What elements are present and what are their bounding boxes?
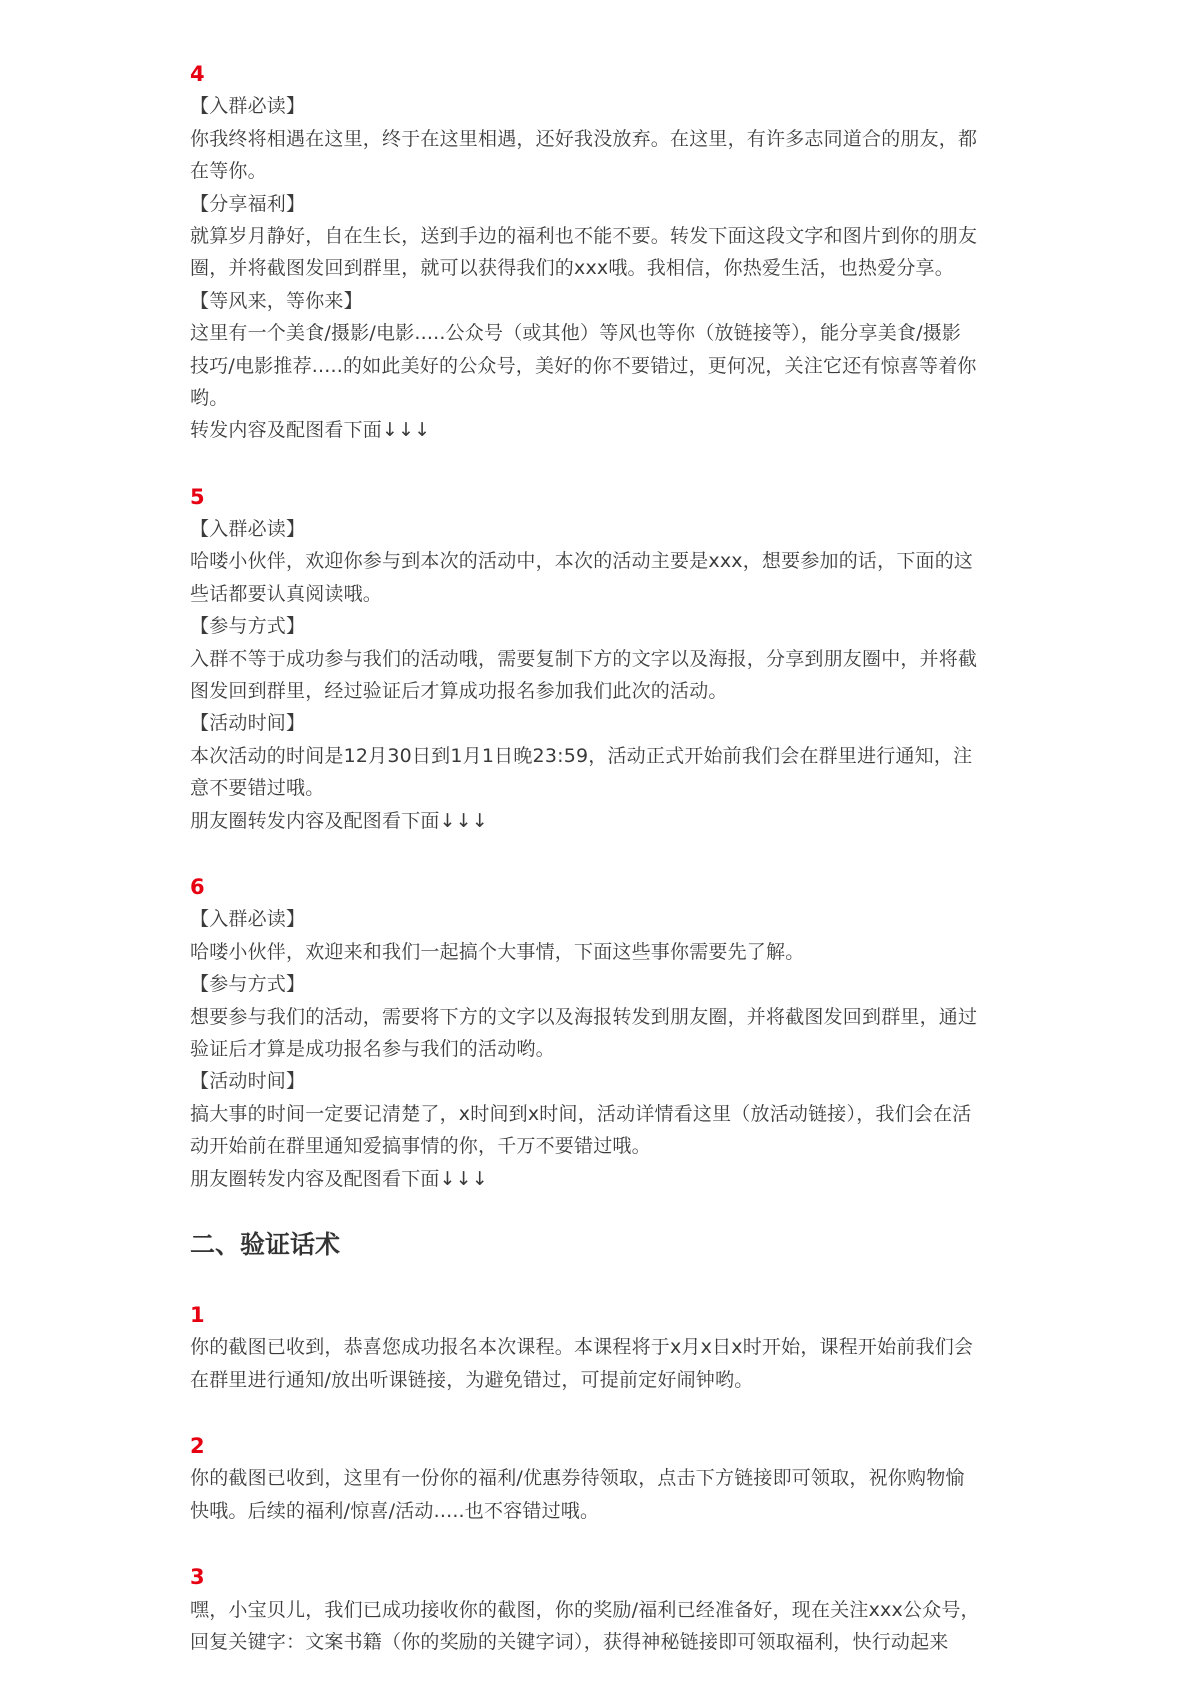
paragraph-line: 转发内容及配图看下面↓↓↓ bbox=[190, 419, 431, 442]
paragraph-line: 嘿，小宝贝儿，我们已成功接收你的截图，你的奖励/福利已经准备好，现在关注xxx公众号， bbox=[190, 1598, 980, 1621]
paragraph-line: 在群里进行通知/放出听课链接，为避免错过，可提前定好闹钟哟。 bbox=[190, 1368, 754, 1391]
subheading-label: 【等风来，等你来】 bbox=[190, 289, 363, 312]
script-item-1 bbox=[190, 1299, 1030, 1396]
paragraph-line: 图发回到群里，经过验证后才算成功报名参加我们此次的活动。 bbox=[190, 680, 728, 703]
paragraph-line: 你的截图已收到，这里有一份你的福利/优惠券待领取，点击下方链接即可领取，祝你购物愉 bbox=[190, 1467, 965, 1490]
item-number: 5 bbox=[190, 484, 205, 509]
paragraph-line: 入群不等于成功参与我们的活动哦，需要复制下方的文字以及海报，分享到朋友圈中，并将截 bbox=[190, 647, 978, 670]
paragraph-line: 技巧/电影推荐.....的如此美好的公众号，美好的你不要错过，更何况，关注它还有惊喜等着你 bbox=[190, 354, 977, 377]
paragraph-line: 本次活动的时间是12月30日到1月1日晚23:59，活动正式开始前我们会在群里进行通知，注 bbox=[190, 744, 973, 767]
subheading-label: 【参与方式】 bbox=[190, 973, 306, 996]
paragraph-line: 哈喽小伙伴，欢迎你参与到本次的活动中，本次的活动主要是xxx，想要参加的话，下面的这 bbox=[190, 550, 974, 573]
paragraph-line: 验证后才算是成功报名参与我们的活动哟。 bbox=[190, 1037, 555, 1060]
paragraph-line: 快哦。后续的福利/惊喜/活动.....也不容错过哦。 bbox=[190, 1499, 600, 1522]
subheading-label: 【分享福利】 bbox=[190, 192, 306, 215]
subheading-label: 【活动时间】 bbox=[190, 1070, 306, 1093]
paragraph-line: 哈喽小伙伴，欢迎来和我们一起搞个大事情，下面这些事你需要先了解。 bbox=[190, 940, 805, 963]
paragraph-line: 意不要错过哦。 bbox=[190, 777, 325, 800]
paragraph-line: 这里有一个美食/摄影/电影.....公众号（或其他）等风也等你（放链接等），能分享美食/摄影 bbox=[190, 322, 962, 345]
subheading-label: 【入群必读】 bbox=[190, 518, 306, 541]
script-group-verification bbox=[190, 1299, 1030, 1659]
subheading-label: 【参与方式】 bbox=[190, 615, 306, 638]
paragraph-line: 圈，并将截图发回到群里，就可以获得我们的xxx哦。我相信，你热爱生活，也热爱分享。 bbox=[190, 257, 954, 280]
paragraph-line: 回复关键字：文案书籍（你的奖励的关键字词），获得神秘链接即可领取福利，快行动起来 bbox=[190, 1631, 949, 1654]
script-item-2 bbox=[190, 1430, 1030, 1527]
paragraph-line: 朋友圈转发内容及配图看下面↓↓↓ bbox=[190, 809, 488, 832]
script-item-3 bbox=[190, 1561, 1030, 1658]
item-number: 6 bbox=[190, 874, 205, 899]
subheading-label: 【入群必读】 bbox=[190, 908, 306, 931]
script-item-6 bbox=[190, 871, 1030, 1195]
item-number: 3 bbox=[190, 1565, 205, 1590]
subheading-label: 【活动时间】 bbox=[190, 712, 306, 735]
paragraph-line: 哟。 bbox=[190, 386, 229, 409]
paragraph-line: 朋友圈转发内容及配图看下面↓↓↓ bbox=[190, 1167, 488, 1190]
paragraph-line: 就算岁月静好，自在生长，送到手边的福利也不能不要。转发下面这段文字和图片到你的朋友 bbox=[190, 224, 978, 247]
paragraph-line: 你的截图已收到，恭喜您成功报名本次课程。本课程将于x月x日x时开始，课程开始前我们会 bbox=[190, 1336, 974, 1359]
item-number: 1 bbox=[190, 1302, 205, 1327]
script-group-join bbox=[190, 58, 1030, 1195]
paragraph-line: 在等你。 bbox=[190, 160, 267, 183]
section-heading-verification: 二、验证话术 bbox=[190, 1229, 341, 1259]
paragraph-line: 动开始前在群里通知爱搞事情的你，千万不要错过哦。 bbox=[190, 1135, 651, 1158]
paragraph-line: 想要参与我们的活动，需要将下方的文字以及海报转发到朋友圈，并将截图发回到群里，通过 bbox=[190, 1005, 978, 1028]
paragraph-line: 些话都要认真阅读哦。 bbox=[190, 582, 383, 605]
script-item-5 bbox=[190, 481, 1030, 837]
paragraph-line: 你我终将相遇在这里，终于在这里相遇，还好我没放弃。在这里，有许多志同道合的朋友，都 bbox=[190, 127, 978, 150]
document-body bbox=[190, 58, 1030, 1658]
subheading-label: 【入群必读】 bbox=[190, 95, 306, 118]
item-number: 2 bbox=[190, 1434, 205, 1459]
paragraph-line: 搞大事的时间一定要记清楚了，x时间到x时间，活动详情看这里（放活动链接），我们会在活 bbox=[190, 1102, 972, 1125]
script-item-4 bbox=[190, 58, 1030, 447]
item-number: 4 bbox=[190, 62, 205, 86]
